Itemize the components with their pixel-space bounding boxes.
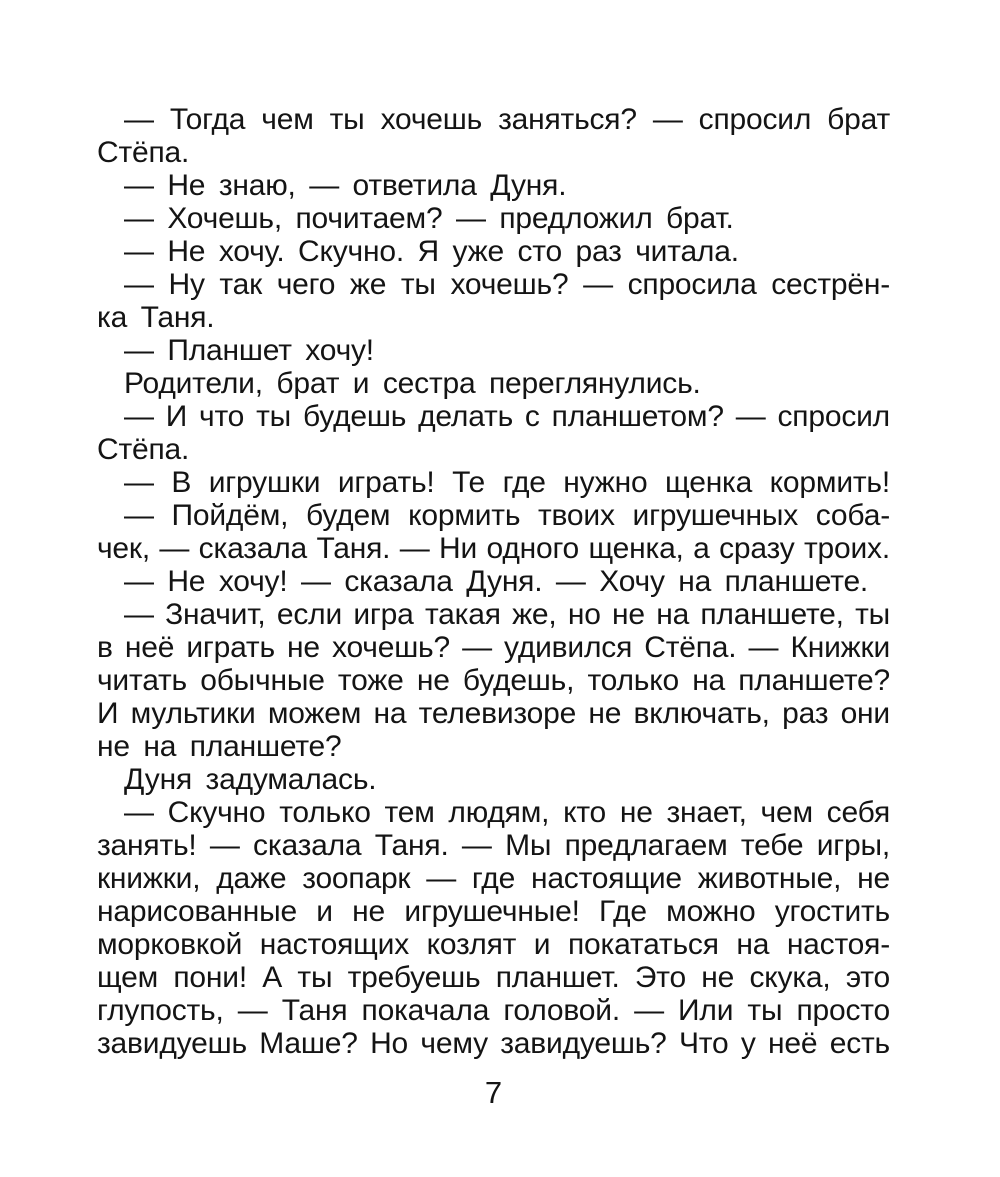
text-line: — Значит, если игра такая же, но не на планшете, ты (124, 598, 890, 631)
text-line: — Планшет хочу! (124, 334, 374, 367)
text-line: морковкой настоящих козлят и покататься на настоя- (97, 928, 890, 961)
text-line: — В игрушки играть! Те где нужно щенка кормить! (124, 466, 890, 499)
text-line: читать обычные тоже не будешь, только на планшете? (97, 664, 890, 697)
text-line: Дуня задумалась. (124, 763, 377, 796)
text-line: глупость, — Таня покачала головой. — Или ты просто (97, 994, 890, 1027)
text-line: — Ну так чего же ты хочешь? — спросила сестрён- (124, 268, 890, 301)
text-line: завидуешь Маше? Но чему завидуешь? Что у неё есть (97, 1027, 890, 1060)
text-line: — Пойдём, будем кормить твоих игрушечных соба- (124, 499, 890, 532)
text-line: — Скучно только тем людям, кто не знает, чем себя (124, 796, 890, 829)
text-line: книжки, даже зоопарк — где настоящие животные, не (97, 862, 890, 895)
text-line: — Не знаю, — ответила Дуня. (124, 169, 567, 202)
text-line: — Хочешь, почитаем? — предложил брат. (124, 202, 734, 235)
body-text (97, 103, 890, 1060)
text-line: — Не хочу! — сказала Дуня. — Хочу на планшете. (124, 565, 869, 598)
page-number: 7 (484, 1075, 503, 1110)
text-line: — Тогда чем ты хочешь заняться? — спросил брат (124, 103, 890, 136)
text-line: в неё играть не хочешь? — удивился Стёпа. — Книжки (97, 631, 890, 664)
text-line: И мультики можем на телевизоре не включать, раз они (97, 697, 890, 730)
text-line: занять! — сказала Таня. — Мы предлагаем тебе игры, (97, 829, 890, 862)
text-line: чек, — сказала Таня. — Ни одного щенка, а сразу троих. (97, 532, 890, 565)
text-line: Стёпа. (97, 136, 190, 169)
text-line: — Не хочу. Скучно. Я уже сто раз читала. (124, 235, 739, 268)
text-line: ка Таня. (97, 301, 215, 334)
text-line: нарисованные и не игрушечные! Где можно угостить (97, 895, 890, 928)
text-line: не на планшете? (97, 730, 342, 763)
text-line: — И что ты будешь делать с планшетом? — спросил (124, 400, 890, 433)
text-line: Родители, брат и сестра переглянулись. (124, 367, 701, 400)
text-line: Стёпа. (97, 433, 190, 466)
text-line: щем пони! А ты требуешь планшет. Это не скука, это (97, 961, 890, 994)
